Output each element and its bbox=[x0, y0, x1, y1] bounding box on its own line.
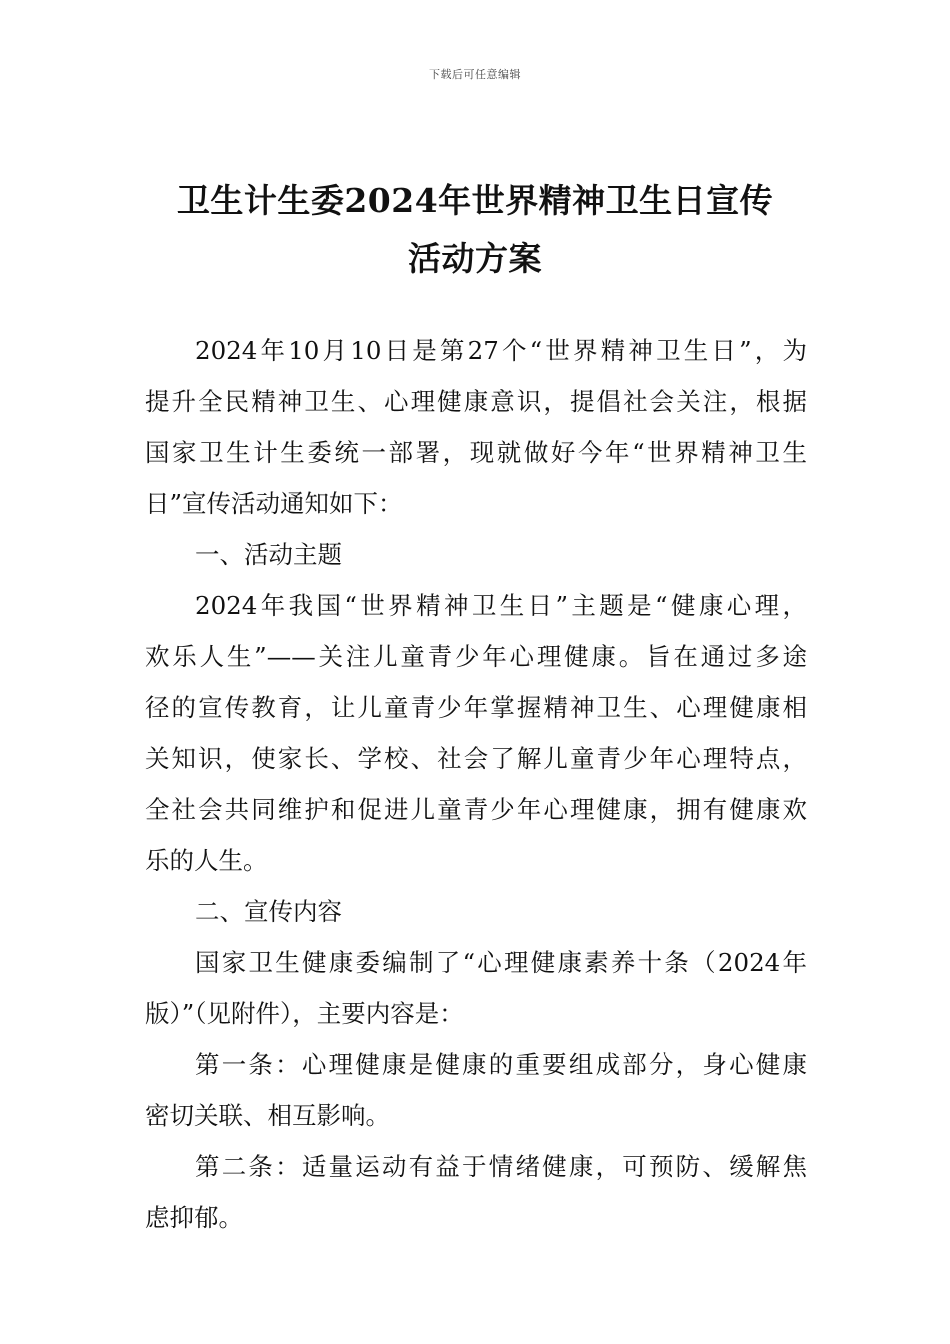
paragraph-theme bbox=[145, 580, 807, 886]
section-heading-content bbox=[145, 886, 807, 937]
text-line: 二、宣传内容 bbox=[195, 897, 342, 926]
header-note: 下载后可任意编辑 bbox=[429, 68, 521, 81]
text-line: 第二条：适量运动有益于情绪健康，可预防、缓解焦 bbox=[195, 1152, 807, 1181]
text-line: 国家卫生健康委编制了“心理健康素养十条（2024年 bbox=[195, 948, 807, 977]
text-line: 第一条：心理健康是健康的重要组成部分，身心健康 bbox=[195, 1050, 807, 1079]
paragraph-intro bbox=[145, 325, 807, 529]
text-line: 密切关联、相互影响。 bbox=[145, 1101, 390, 1130]
text-line: 全社会共同维护和促进儿童青少年心理健康，拥有健康欢 bbox=[145, 795, 807, 824]
text-line: 日”宣传活动通知如下： bbox=[145, 489, 403, 518]
text-line: 2024年我国“世界精神卫生日”主题是“健康心理， bbox=[195, 591, 807, 620]
text-line: 径的宣传教育，让儿童青少年掌握精神卫生、心理健康相 bbox=[145, 693, 807, 722]
text-line: 版）”（见附件），主要内容是： bbox=[145, 999, 464, 1028]
paragraph-content-intro bbox=[145, 937, 807, 1039]
text-line: 国家卫生计生委统一部署，现就做好今年“世界精神卫生 bbox=[145, 438, 807, 467]
text-line: 一、活动主题 bbox=[195, 540, 342, 569]
document-body bbox=[145, 325, 807, 1243]
text-line: 2024年10月10日是第27个“世界精神卫生日”，为 bbox=[195, 336, 807, 365]
title-line-2: 活动方案 bbox=[408, 239, 542, 278]
title-line-1: 卫生计生委2024年世界精神卫生日宣传 bbox=[176, 181, 774, 220]
article-1 bbox=[145, 1039, 807, 1141]
text-line: 提升全民精神卫生、心理健康意识，提倡社会关注，根据 bbox=[145, 387, 807, 416]
text-line: 虑抑郁。 bbox=[145, 1203, 243, 1232]
article-2 bbox=[145, 1141, 807, 1243]
text-line: 关知识，使家长、学校、社会了解儿童青少年心理特点， bbox=[145, 744, 807, 773]
text-line: 乐的人生。 bbox=[145, 846, 268, 875]
text-line: 欢乐人生”——关注儿童青少年心理健康。旨在通过多途 bbox=[145, 642, 807, 671]
section-heading-theme bbox=[145, 529, 807, 580]
document-title bbox=[145, 172, 805, 288]
